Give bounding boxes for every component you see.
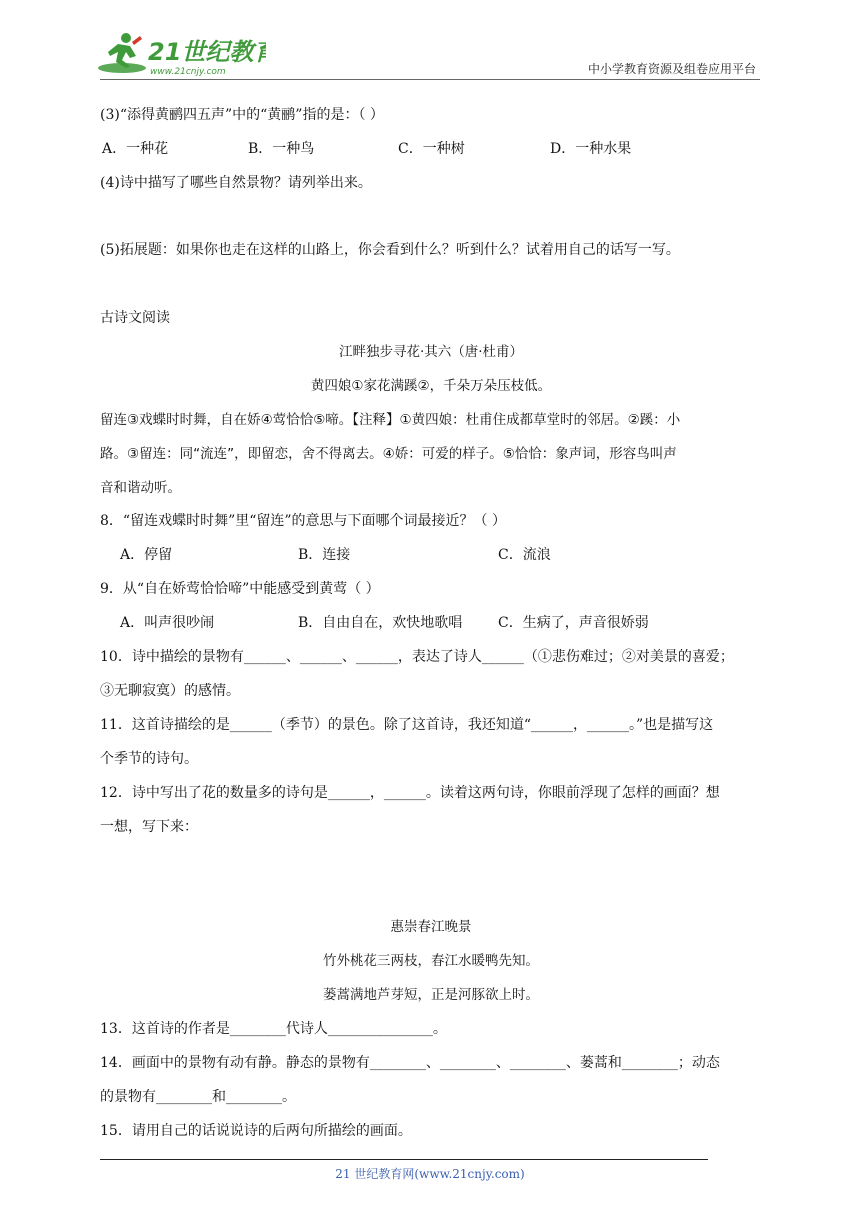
q11-line-2: 个季节的诗句。 — [100, 751, 198, 767]
q8-option-b[interactable]: B．连接 — [298, 547, 351, 563]
page-header — [0, 0, 860, 80]
q3-option-a[interactable]: A．一种花 — [102, 141, 169, 157]
q11-line-1: 11．这首诗描绘的是______（季节）的景色。除了这首诗，我还知道“______，______。”也是描写这 — [100, 717, 714, 733]
poem1-line-2: 留连③戏蝶时时舞，自在娇④莺恰恰⑤啼。【注释】①黄四娘：杜甫住成都草堂时的邻居。②蹊：小 — [100, 412, 681, 428]
poem1-notes-1: 路。③留连：同“流连”，即留恋，舍不得离去。④娇：可爱的样子。⑤恰恰：象声词，形容鸟叫声 — [100, 446, 677, 462]
site-logo[interactable] — [96, 30, 266, 78]
q3-option-d[interactable]: D．一种水果 — [550, 141, 632, 157]
q3-stem: (3)“添得黄鹂四五声”中的“黄鹂”指的是：（ ） — [100, 107, 384, 123]
q8-stem: 8．“留连戏蝶时时舞”里“留连”的意思与下面哪个词最接近？（ ） — [100, 513, 506, 529]
section-title: 古诗文阅读 — [100, 310, 170, 326]
poem2-title: 惠崇春江晚景 — [390, 919, 472, 935]
poem2-line-2: 蒌蒿满地芦芽短，正是河豚欲上时。 — [323, 987, 539, 1003]
q10-line-1: 10．诗中描绘的景物有______、______、______，表达了诗人______（①悲伤难过；②对美景的喜爱； — [100, 649, 734, 665]
poem2-line-1: 竹外桃花三两枝，春江水暖鸭先知。 — [323, 953, 539, 969]
q9-stem: 9．从“自在娇莺恰恰啼”中能感受到黄莺（ ） — [100, 581, 380, 597]
q10-line-2: ③无聊寂寞）的感情。 — [100, 683, 240, 699]
q13-stem: 13．这首诗的作者是________代诗人_______________。 — [100, 1021, 447, 1037]
poem1-notes-2: 音和谐动听。 — [100, 480, 181, 496]
footer-link[interactable]: 21 世纪教育网(www.21cnjy.com) — [335, 1167, 525, 1181]
q4-stem: (4)诗中描写了哪些自然景物？请列举出来。 — [100, 175, 372, 191]
q12-line-1: 12．诗中写出了花的数量多的诗句是______，______。读着这两句诗，你眼前浮现了怎样的画面？想 — [100, 785, 720, 801]
q14-line-2: 的景物有________和________。 — [100, 1089, 296, 1105]
q14-line-1: 14．画面中的景物有动有静。静态的景物有________、________、________、蒌蒿和________；动态 — [100, 1055, 720, 1071]
logo-text: 21世纪教育 — [148, 38, 266, 66]
q3-option-c[interactable]: C．一种树 — [398, 141, 465, 157]
q9-option-c[interactable]: C．生病了，声音很娇弱 — [498, 615, 649, 631]
header-divider — [100, 79, 760, 80]
poem1-line-1: 黄四娘①家花满蹊②，千朵万朵压枝低。 — [310, 378, 552, 394]
q9-option-a[interactable]: A．叫声很吵闹 — [120, 615, 215, 631]
q5-stem: (5)拓展题：如果你也走在这样的山路上，你会看到什么？听到什么？试着用自己的话写一写。 — [100, 242, 680, 258]
q3-option-b[interactable]: B．一种鸟 — [248, 141, 315, 157]
platform-name: 中小学教育资源及组卷应用平台 — [587, 62, 756, 76]
q15-stem: 15．请用自己的话说说诗的后两句所描绘的画面。 — [100, 1123, 412, 1139]
footer-divider — [100, 1159, 708, 1160]
q12-line-2: 一想，写下来： — [100, 819, 198, 835]
logo-url: www.21cnjy.com — [150, 67, 226, 77]
q9-option-b[interactable]: B．自由自在，欢快地歌唱 — [298, 615, 463, 631]
poem1-title: 江畔独步寻花·其六（唐·杜甫） — [338, 344, 524, 360]
q8-option-c[interactable]: C．流浪 — [498, 547, 551, 563]
q8-option-a[interactable]: A．停留 — [120, 547, 173, 563]
runner-logo-icon — [96, 30, 266, 78]
